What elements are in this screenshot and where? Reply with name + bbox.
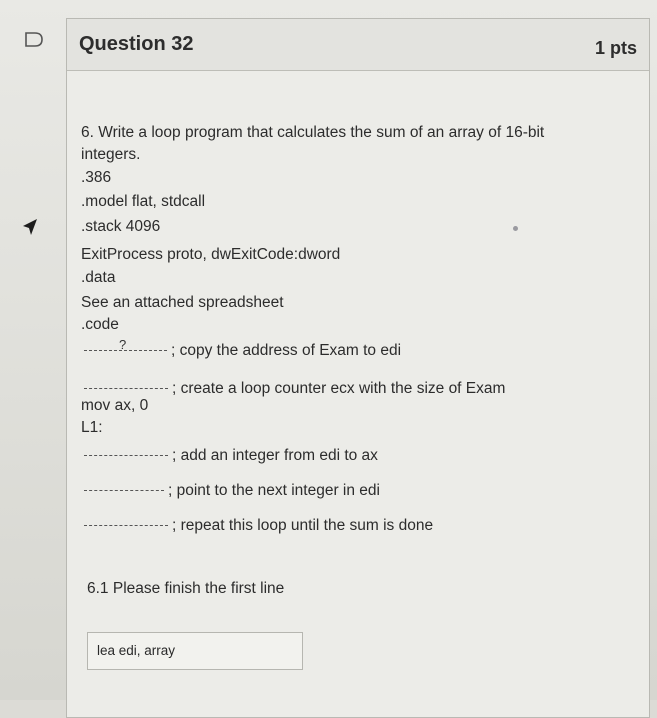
question-card [66, 18, 650, 718]
answer-value: lea edi, array [97, 643, 176, 658]
question-title: Question 32 [79, 33, 194, 55]
comment-repeat-loop: ; repeat this loop until the sum is done [172, 517, 434, 534]
blank-line-1 [84, 337, 402, 360]
blank-line-5 [84, 517, 433, 535]
code-line-data: .data [81, 269, 116, 286]
code-line-label: L1: [81, 419, 103, 436]
comment-add-integer: ; add an integer from edi to ax [172, 447, 378, 464]
answer-blank-1 [84, 337, 167, 353]
code-line-spreadsheet: See an attached spreadsheet [81, 294, 284, 311]
question-points: 1 pts [594, 38, 637, 58]
comment-loop-counter: ; create a loop counter ecx with the size of Exam [172, 380, 506, 397]
blank-line-4 [84, 482, 380, 500]
flag-question-icon[interactable] [24, 32, 44, 47]
stray-dot [513, 226, 518, 231]
code-line-code: .code [81, 316, 119, 333]
code-line-model: .model flat, stdcall [81, 193, 206, 210]
blank-line-2 [84, 380, 505, 398]
code-line-386: .386 [81, 169, 112, 186]
answer-blank-3 [84, 455, 168, 456]
comment-next-integer: ; point to the next integer in edi [168, 482, 380, 499]
mouse-cursor-icon [22, 218, 38, 236]
prompt-line-1: 6. Write a loop program that calculates the sum of an array of 16-bit [81, 124, 545, 141]
code-line-stack: .stack 4096 [81, 218, 161, 235]
code-line-mov: mov ax, 0 [81, 397, 149, 414]
blank-line-3 [84, 447, 378, 465]
answer-blank-2 [84, 388, 168, 389]
blank-question-mark: ? [119, 337, 127, 353]
answer-blank-5 [84, 525, 168, 526]
prompt-line-2: integers. [81, 146, 141, 163]
answer-input[interactable] [87, 632, 303, 670]
comment-copy-address: ; copy the address of Exam to edi [171, 342, 402, 359]
answer-blank-4 [84, 490, 164, 491]
sub-question-text: 6.1 Please finish the first line [87, 580, 285, 597]
code-line-exitprocess: ExitProcess proto, dwExitCode:dword [81, 246, 341, 263]
question-header [67, 19, 649, 71]
